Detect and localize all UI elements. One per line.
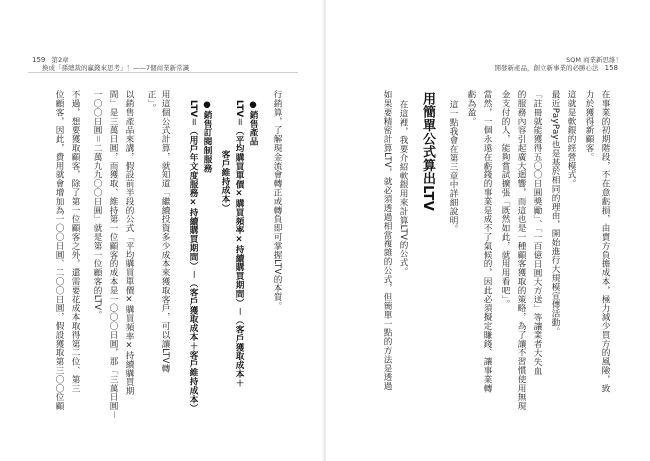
left-page-header: [28, 56, 189, 72]
formula-heading-subscription: ●銷售訂閱制服務: [202, 100, 212, 173]
right-page: [326, 0, 650, 461]
body-column: 這就是軟銀的經營模式。: [566, 90, 576, 188]
formula-product: LTV＝（平均購買單價×購買頻率×持續購買期間）－（客戶獲取成本＋: [234, 100, 244, 388]
body-column: 在這裡，我要介紹軟銀用來計算LTV的公式。: [398, 100, 408, 276]
right-book-subtitle: 開發新產品，創立新事業的必勝心法: [494, 64, 599, 72]
body-column: 如果要精密計算LTV，就必須透過相當複雜的公式，但簡單一點的方法是透過: [382, 90, 392, 391]
body-column: 這一點我會在第三章中詳細說明。: [448, 100, 458, 234]
right-page-header: [495, 56, 622, 72]
body-column: 不過，想要獲取顧客，除了第一位顧客之外，還需要花成本取得第二位、第三: [70, 90, 80, 393]
body-column: 在事業的初期階段，不在意虧損，由賣方負擔成本，極力減少買方的風險，致: [600, 90, 610, 393]
body-column: 金支付的人，能夠嘗試擴張「既然如此，就用用看吧」。: [500, 90, 510, 309]
body-column: 虧為盈。: [466, 90, 476, 126]
formula-product-cont: 客戶維持成本）: [220, 150, 230, 213]
section-heading: 用簡單公式算出LTV: [420, 92, 435, 212]
left-page: [0, 0, 324, 461]
body-column: 當然，一個永遠在虧錢的事業是成不了氣候的，因此必須擬定賺錢、讓事業轉: [482, 90, 492, 393]
body-column: 力於獲得新顧客。: [584, 90, 594, 162]
right-page-number: 158: [604, 64, 618, 72]
left-chapter-title: 換成「孫總裁的贏錢來思考」！——7個商業新常識: [42, 64, 190, 72]
formula-subscription: LTV＝（用戶年文度服務×持續購買期間）－（客戶獲取成本＋客戶維持成本）: [188, 100, 198, 413]
right-book-title: SQM 商業新思維！: [566, 56, 622, 64]
body-column: 位顧客，因此，費用就會增加為一〇〇日圓、二〇〇日圓，假設獲取第三〇〇位顧: [54, 90, 64, 411]
body-column: 「註冊就能獲得五〇〇日圓獎勵」、「一百億日圓大方送」等讓業者大失血: [532, 90, 542, 376]
left-chapter-label: 第2章: [51, 56, 69, 64]
body-column: 以銷售產品來講，假設前半段的公式「平均購買單價×購買頻率×持續購買期: [124, 90, 134, 396]
left-header-rule: [28, 72, 298, 73]
body-column: 用這個公式計算，就知道「繼續投資多少成本來獲取客戶，可以讓LTV轉: [160, 90, 170, 373]
body-column: 的服務內容引起廣大迴響，而這也是一種顧客獲取的策略，為了讓不習慣使用無現: [516, 90, 526, 411]
body-column: 一〇〇日圓＝二萬九九〇〇日圓」就是第一位顧客的LTV。: [92, 90, 102, 320]
body-column: 行銷算，了解現金流會轉正或轉負即可掌握LTV的本質。: [272, 90, 282, 311]
body-column: 間」是三萬日圓，而獲取、維持第一位顧客的成本是一〇〇〇日圓，那「三萬日圓－: [108, 90, 118, 420]
left-page-number: 159: [32, 56, 46, 64]
formula-heading-product: ●銷售產品: [248, 100, 258, 146]
body-column: 最近PayPay也是基於相同的理由，開始進行大規模宣傳活動。: [550, 90, 560, 336]
body-column: 正」。: [146, 90, 156, 113]
